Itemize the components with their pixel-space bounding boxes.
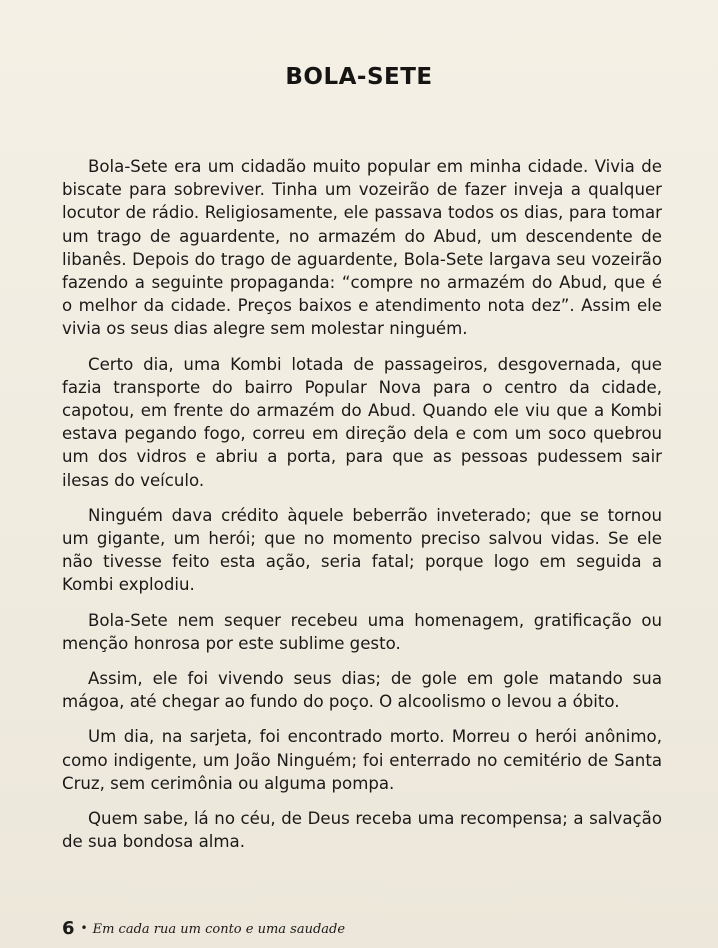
page-footer — [62, 918, 345, 939]
paragraph-3: Ninguém dava crédito àquele beberrão inveterado; que se tornou um gigante, um herói; que no momento preciso salvou vidas. Se ele não tivesse feito esta ação, seria fatal; porque logo em seguida a Kombi explodiu. — [62, 505, 662, 595]
paragraph-2: Certo dia, uma Kombi lotada de passageiros, desgovernada, que fazia transporte do bairro Popular Nova para o centro da cidade, capotou, em frente do armazém do Abud. Quando ele viu que a Kombi estava pegando fogo, correu em direção dela e com um soco quebrou um dos vidros e abriu a porta, para que as pessoas pudessem sair ilesas do veículo. — [62, 354, 662, 490]
paragraph-7: Quem sabe, lá no céu, de Deus receba uma recompensa; a salvação de sua bondosa alma. — [62, 809, 662, 852]
footer-separator: • — [80, 921, 88, 935]
paragraph-4: Bola-Sete nem sequer recebeu uma homenagem, gratificação ou menção honrosa por este sublime gesto. — [62, 610, 662, 653]
page-number: 6 — [62, 918, 75, 939]
paragraph-5: Assim, ele foi vivendo seus dias; de gole em gole matando sua mágoa, até chegar ao fundo do poço. O alcoolismo o levou a óbito. — [62, 669, 662, 712]
paragraph-1: Bola-Sete era um cidadão muito popular em minha cidade. Vivia de biscate para sobreviver. Tinha um vozeirão de fazer inveja a qualquer locutor de rádio. Religiosamente, ele passava todos os dias, para tomar um trago de aguardente, no armazém do Abud, um descendente de libanês. Depois do trago de aguardente, Bola-Sete largava seu vozeirão fazendo a seguinte propaganda: “compre no armazém do Abud, que é o melhor da cidade. Preços baixos e atendimento nota dez”. Assim ele vivia os seus dias alegre sem molestar ninguém. — [62, 157, 662, 339]
story-body — [62, 155, 662, 865]
chapter-title: BOLA-SETE — [285, 64, 433, 90]
book-title: Em cada rua um conto e uma saudade — [92, 922, 346, 937]
paragraph-6: Um dia, na sarjeta, foi encontrado morto. Morreu o herói anônimo, como indigente, um João Ninguém; foi enterrado no cemitério de Santa Cruz, sem cerimônia ou alguma pompa. — [62, 727, 662, 793]
